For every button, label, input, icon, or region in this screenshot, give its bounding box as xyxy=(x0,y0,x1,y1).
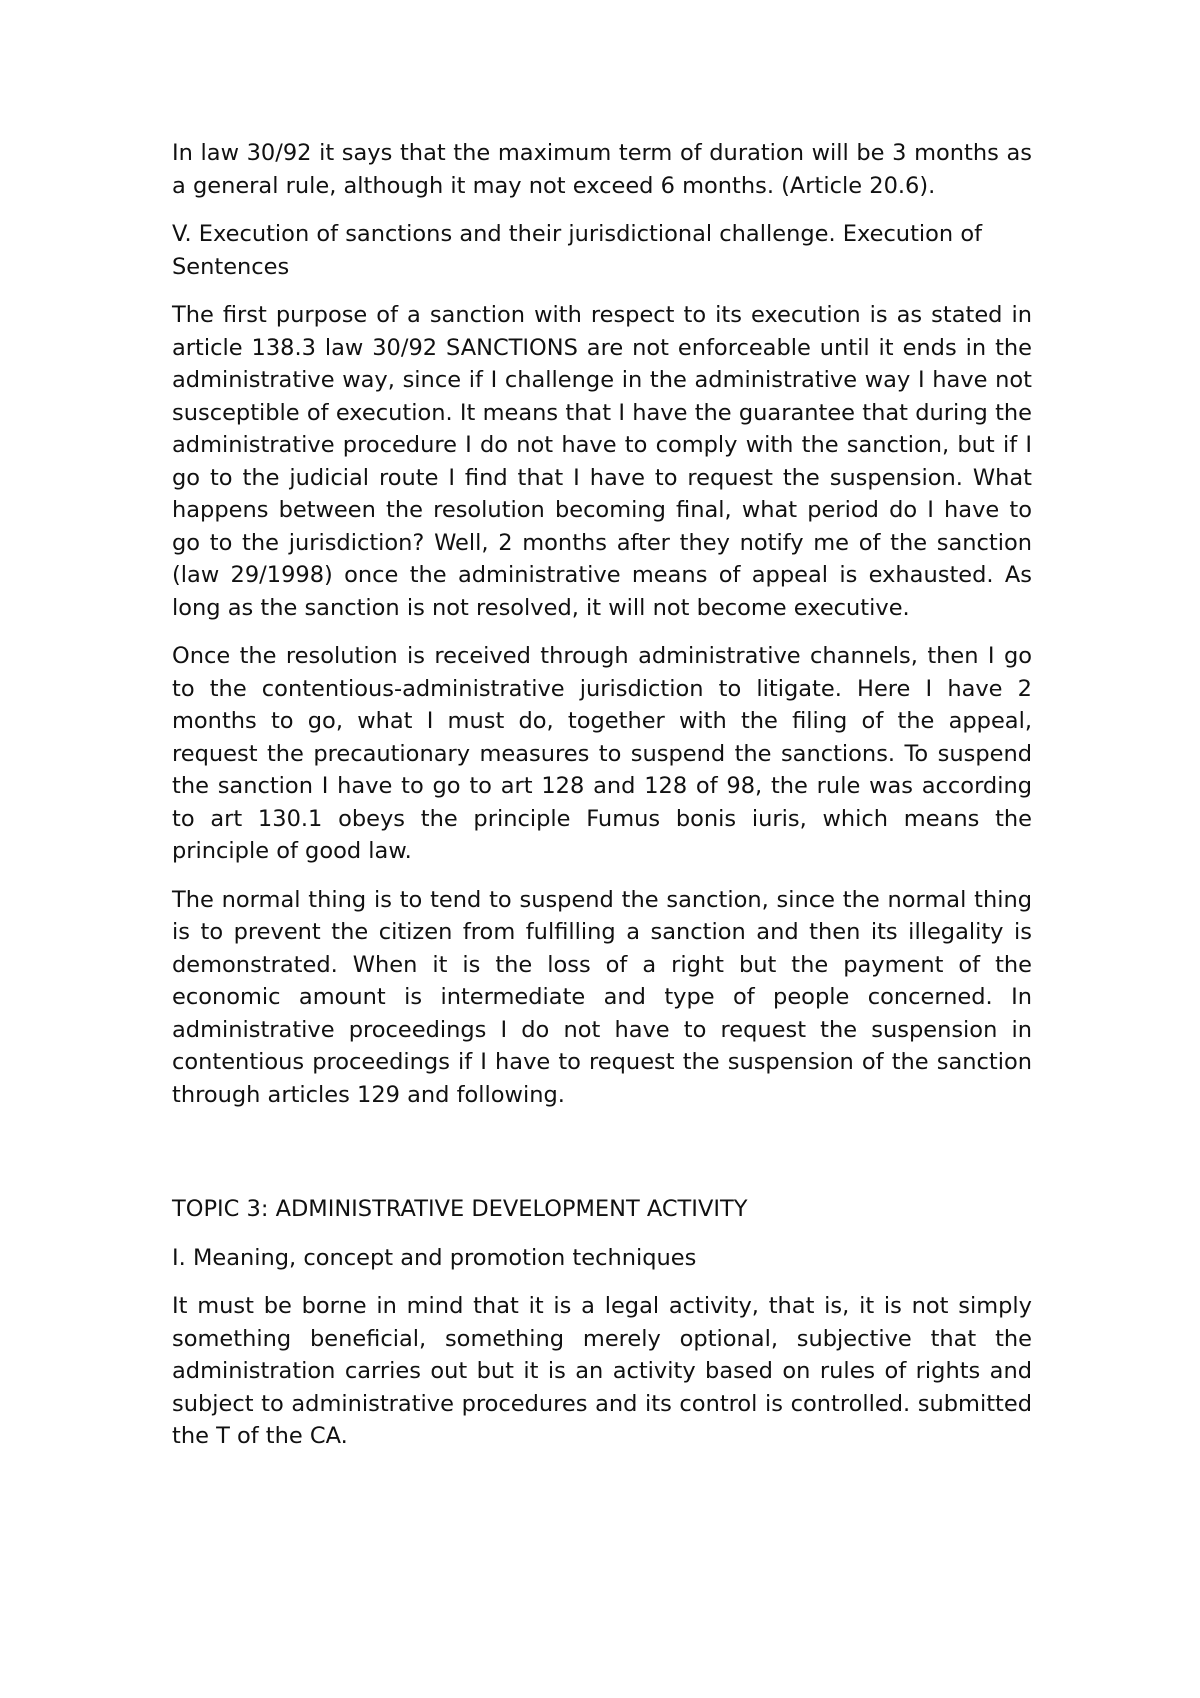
paragraph-duration: In law 30/92 it says that the maximum term of duration will be 3 months as a general rule, although it may not exceed 6 months. (Article 20.6). xyxy=(172,140,1032,199)
paragraph-resolution: Once the resolution is received through administrative channels, then I go to the contentious-administrative jurisdiction to litigate. Here I have 2 months to go, what I must do, together with the filing of the appeal, request the precautionary measures to suspend the sanctions. To suspend the sanction I have to go to art 128 and 128 of 98, the rule was according to art 130.1 obeys the principle Fumus bonis iuris, which means the principle of good law. xyxy=(172,643,1032,864)
section-heading-meaning: I. Meaning, concept and promotion techniques xyxy=(172,1244,697,1271)
paragraph-legal-activity: It must be borne in mind that it is a legal activity, that is, it is not simply something beneficial, something merely optional, subjective that the administration carries out but it is an activity based on rules of rights and subject to administrative procedures and its control is controlled. submitted the T of the CA. xyxy=(172,1293,1032,1449)
section-heading-execution: V. Execution of sanctions and their jurisdictional challenge. Execution of Sentences xyxy=(172,221,983,280)
paragraph-purpose: The first purpose of a sanction with respect to its execution is as stated in article 138.3 law 30/92 SANCTIONS are not enforceable until it ends in the administrative way, since if I challenge in the administrative way I have not susceptible of execution. It means that I have the guarantee that during the administrative procedure I do not have to comply with the sanction, but if I go to the judicial route I find that I have to request the suspension. What happens between the resolution becoming final, what period do I have to go to the jurisdiction? Well, 2 months after they notify me of the sanction (law 29/1998) once the administrative means of appeal is exhausted. As long as the sanction is not resolved, it will not become executive. xyxy=(172,302,1032,621)
topic-heading: TOPIC 3: ADMINISTRATIVE DEVELOPMENT ACTIVITY xyxy=(172,1196,748,1222)
blank-space xyxy=(172,1127,1032,1193)
document-page xyxy=(172,137,1032,1469)
paragraph-normal-thing: The normal thing is to tend to suspend the sanction, since the normal thing is to prevent the citizen from fulfilling a sanction and then its illegality is demonstrated. When it is the loss of a right but the payment of the economic amount is intermediate and type of people concerned. In administrative proceedings I do not have to request the suspension in contentious proceedings if I have to request the suspension of the sanction through articles 129 and following. xyxy=(172,886,1032,1108)
